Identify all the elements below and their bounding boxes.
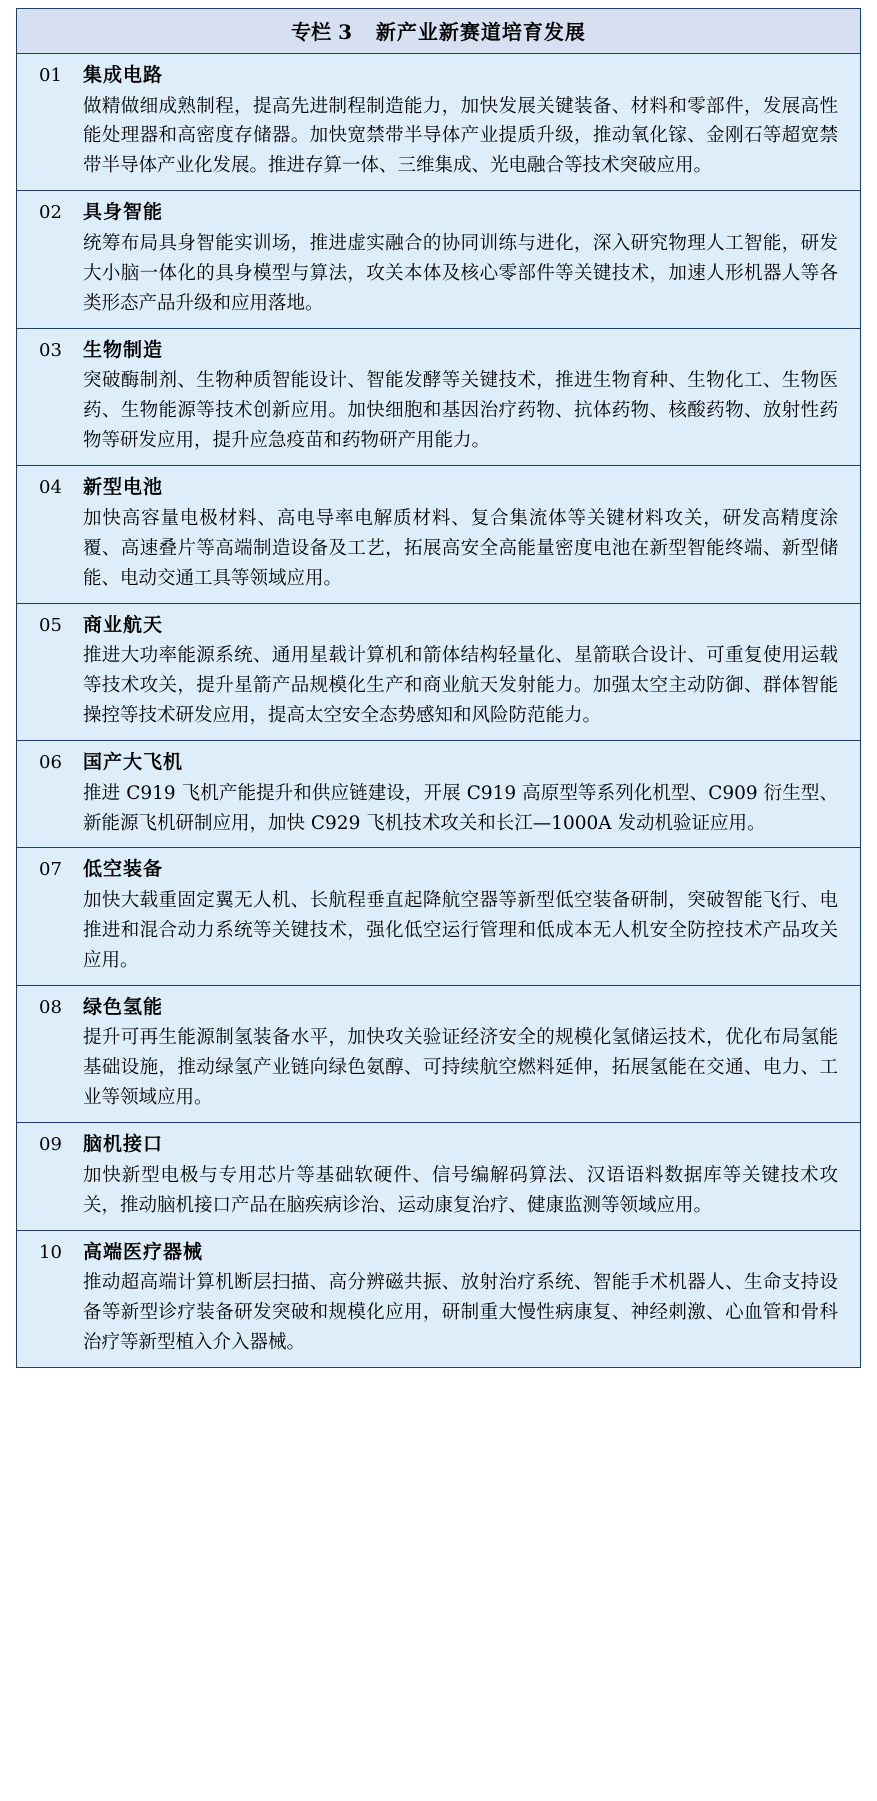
item-header (39, 748, 838, 777)
item-number: 01 (39, 65, 62, 86)
list-item (17, 466, 860, 603)
item-header (39, 993, 838, 1022)
item-header (39, 61, 838, 90)
item-number: 06 (39, 752, 62, 774)
item-number: 07 (39, 859, 62, 881)
item-number: 09 (39, 1134, 62, 1156)
list-item (17, 741, 860, 848)
item-title: 脑机接口 (83, 1133, 164, 1156)
item-header (39, 611, 838, 640)
box-title-text: 新产业新赛道培育发展 (375, 20, 586, 44)
item-header (39, 1130, 838, 1159)
item-header (39, 336, 838, 365)
item-number: 03 (39, 339, 62, 361)
item-body: 推进大功率能源系统、通用星载计算机和箭体结构轻量化、星箭联合设计、可重复使用运载等技术攻关，提升星箭产品规模化生产和商业航天发射能力。加强太空主动防御、群体智能操控等技术研发应用，提高太空安全态势感知和风险防范能力。 (83, 645, 838, 727)
item-title: 具身智能 (83, 201, 164, 224)
list-item (17, 848, 860, 985)
box-title (17, 9, 860, 54)
item-body: 加快大载重固定翼无人机、长航程垂直起降航空器等新型低空装备研制，突破智能飞行、电推进和混合动力系统等关键技术，强化低空运行管理和低成本无人机安全防控技术产品攻关应用。 (83, 889, 838, 971)
item-number: 08 (39, 996, 62, 1018)
list-item (17, 1123, 860, 1230)
item-number: 10 (39, 1241, 62, 1263)
item-header (39, 473, 838, 502)
item-title: 生物制造 (83, 338, 164, 361)
item-number: 02 (39, 202, 62, 224)
item-header (39, 855, 838, 884)
item-number: 05 (39, 614, 62, 636)
item-body: 加快高容量电极材料、高电导率电解质材料、复合集流体等关键材料攻关，研发高精度涂覆、高速叠片等高端制造设备及工艺，拓展高安全高能量密度电池在新型智能终端、新型储能、电动交通工具等领域应用。 (83, 507, 838, 589)
item-title: 高端医疗器械 (83, 1240, 204, 1263)
item-title: 新型电池 (83, 476, 164, 499)
item-header (39, 1238, 838, 1267)
list-item (17, 604, 860, 741)
item-title: 商业航天 (83, 613, 164, 636)
item-body: 做精做细成熟制程，提高先进制程制造能力，加快发展关键装备、材料和零部件，发展高性能处理器和高密度存储器。加快宽禁带半导体产业提质升级，推动氧化镓、金刚石等超宽禁带半导体产业化发展。推进存算一体、三维集成、光电融合等技术突破应用。 (83, 95, 838, 177)
item-header (39, 198, 838, 227)
item-title: 绿色氢能 (83, 995, 164, 1018)
item-body: 统筹布局具身智能实训场，推进虚实融合的协同训练与进化，深入研究物理人工智能，研发大小脑一体化的具身模型与算法，攻关本体及核心零部件等关键技术，加速人形机器人等各类形态产品升级和应用落地。 (83, 232, 838, 314)
item-title: 集成电路 (83, 64, 164, 86)
item-number: 04 (39, 477, 62, 499)
document-page (0, 8, 877, 1801)
feature-box (16, 8, 861, 1368)
list-item (17, 1231, 860, 1367)
item-title: 国产大飞机 (83, 751, 184, 774)
item-body: 提升可再生能源制氢装备水平，加快攻关验证经济安全的规模化氢储运技术，优化布局氢能基础设施，推动绿氢产业链向绿色氨醇、可持续航空燃料延伸，拓展氢能在交通、电力、工业等领域应用。 (83, 1027, 838, 1109)
list-item (17, 54, 860, 191)
item-body: 突破酶制剂、生物种质智能设计、智能发酵等关键技术，推进生物育种、生物化工、生物医药、生物能源等技术创新应用。加快细胞和基因治疗药物、抗体药物、核酸药物、放射性药物等研发应用，提升应急疫苗和药物研产用能力。 (83, 370, 838, 452)
item-title: 低空装备 (83, 858, 164, 881)
item-body: 推进 C919 飞机产能提升和供应链建设，开展 C919 高原型等系列化机型、C909 衍生型、新能源飞机研制应用，加快 C929 飞机技术攻关和长江—1000A 发动机验证应用。 (83, 782, 838, 834)
item-body: 加快新型电极与专用芯片等基础软硬件、信号编解码算法、汉语语料数据库等关键技术攻关，推动脑机接口产品在脑疾病诊治、运动康复治疗、健康监测等领域应用。 (83, 1164, 838, 1216)
list-item (17, 986, 860, 1123)
list-item (17, 191, 860, 328)
item-body: 推动超高端计算机断层扫描、高分辨磁共振、放射治疗系统、智能手术机器人、生命支持设备等新型诊疗装备研发突破和规模化应用，研制重大慢性病康复、神经刺激、心血管和骨科治疗等新型植入介入器械。 (83, 1272, 838, 1354)
box-title-label: 专栏 3 (291, 20, 352, 44)
list-item (17, 329, 860, 466)
